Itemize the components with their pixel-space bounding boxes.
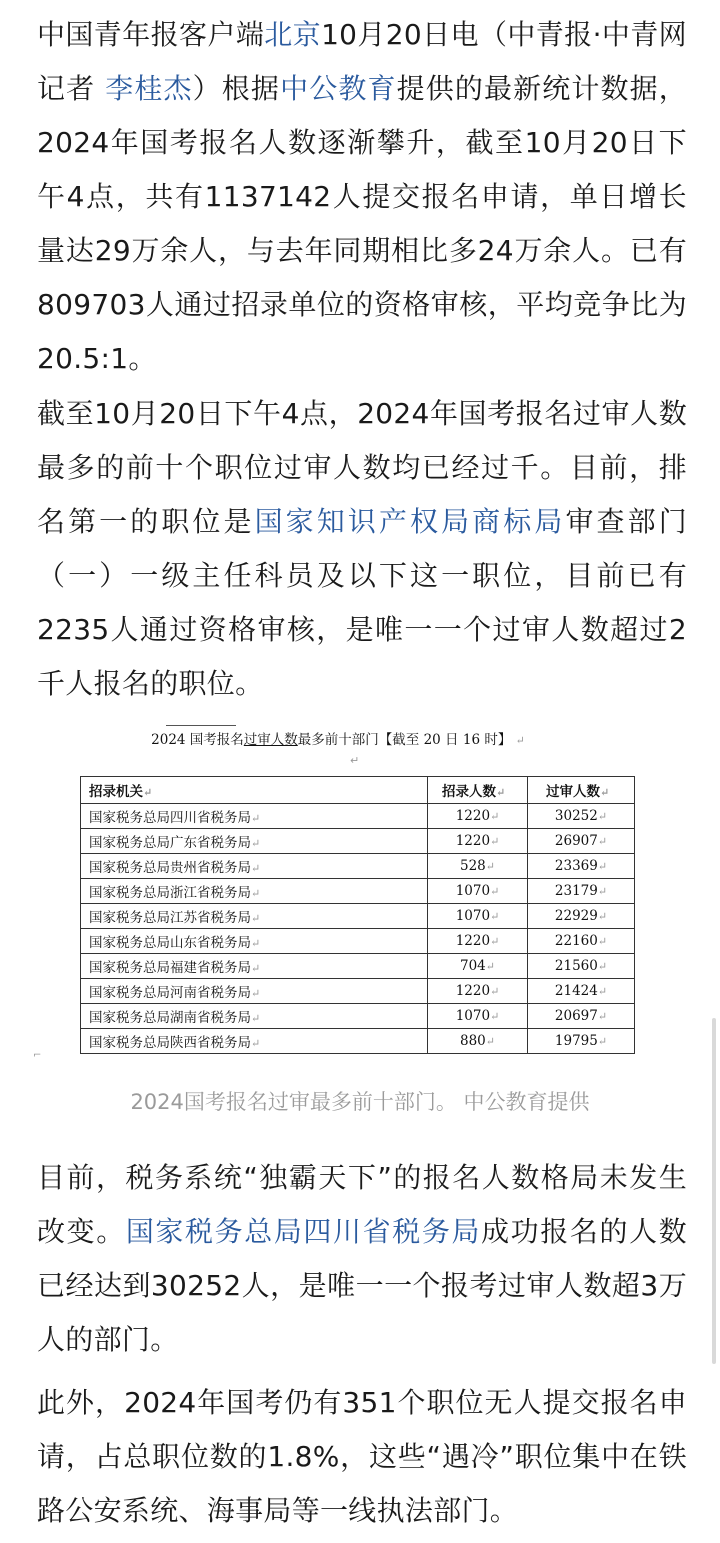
- cell-quota: 528↵: [428, 854, 528, 879]
- cell-quota: 1070↵: [428, 1004, 528, 1029]
- link-zhonggong[interactable]: 中公教育: [280, 72, 397, 105]
- cell-approved: 22160↵: [528, 929, 635, 954]
- figure-caption: 2024国考报名过审最多前十部门。 中公教育提供: [130, 1090, 590, 1114]
- cell-quota: 1220↵: [428, 829, 528, 854]
- cell-agency: 国家税务总局陕西省税务局↵: [81, 1029, 428, 1054]
- article-paragraph-3: [37, 1151, 687, 1367]
- link-sichuan-tax[interactable]: 国家税务总局四川省税务局: [125, 1215, 482, 1248]
- paragraph-mark: ↵: [515, 734, 525, 747]
- cell-agency: 国家税务总局福建省税务局↵: [81, 954, 428, 979]
- table-row: [81, 879, 635, 904]
- table-row: [81, 1004, 635, 1029]
- cell-approved: 30252↵: [528, 804, 635, 829]
- table-row: [81, 979, 635, 1004]
- cell-agency: 国家税务总局广东省税务局↵: [81, 829, 428, 854]
- table-body: [81, 804, 635, 1054]
- table-row: [81, 929, 635, 954]
- table-row: [81, 804, 635, 829]
- cell-quota: 1220↵: [428, 929, 528, 954]
- text-span: 成功报名的人数已经达到30252人，是唯一一个报考过审人数超3万人的部门。: [37, 1215, 687, 1356]
- cell-agency: 国家税务总局湖南省税务局↵: [81, 1004, 428, 1029]
- cell-approved: 23179↵: [528, 879, 635, 904]
- cell-quota: 1220↵: [428, 979, 528, 1004]
- table-image: [28, 712, 648, 1067]
- cell-approved: 22929↵: [528, 904, 635, 929]
- cell-agency: 国家税务总局贵州省税务局↵: [81, 854, 428, 879]
- cell-agency: 国家税务总局浙江省税务局↵: [81, 879, 428, 904]
- cell-quota: 1220↵: [428, 804, 528, 829]
- text-span: 10月20日电（中青报·中青网记者: [37, 18, 687, 105]
- cell-quota: 704↵: [428, 954, 528, 979]
- cell-quota: 880↵: [428, 1029, 528, 1054]
- figure-rule: [166, 725, 236, 726]
- table-header-row: [81, 777, 635, 804]
- cell-approved: 20697↵: [528, 1004, 635, 1029]
- cell-agency: 国家税务总局四川省税务局↵: [81, 804, 428, 829]
- cell-approved: 23369↵: [528, 854, 635, 879]
- cell-agency: 国家税务总局山东省税务局↵: [81, 929, 428, 954]
- cell-approved: 26907↵: [528, 829, 635, 854]
- table-row: [81, 954, 635, 979]
- article-paragraph-2: [37, 387, 687, 711]
- header-agency: 招录机关↵: [81, 777, 428, 804]
- text-span: 中国青年报客户端: [37, 18, 265, 51]
- table-row: [81, 829, 635, 854]
- ranking-table: [80, 776, 635, 1054]
- cell-agency: 国家税务总局河南省税务局↵: [81, 979, 428, 1004]
- article-paragraph-1: [37, 8, 687, 386]
- cell-quota: 1070↵: [428, 879, 528, 904]
- corner-mark: ⌐: [33, 1050, 42, 1061]
- article-paragraph-4: [37, 1376, 687, 1538]
- table-row: [81, 1029, 635, 1054]
- header-quota: 招录人数↵: [428, 777, 528, 804]
- table-row: [81, 854, 635, 879]
- text-span: 目前，税务系统“独霸天下”的报名人数格局未发生改变。: [37, 1161, 687, 1248]
- cell-agency: 国家税务总局江苏省税务局↵: [81, 904, 428, 929]
- text-span: 审查部门（一）一级主任科员及以下这一职位，目前已有2235人通过资格审核，是唯一一个过审人数超过2千人报名的职位。: [37, 505, 687, 700]
- link-beijing[interactable]: 北京: [264, 18, 322, 51]
- cell-quota: 1070↵: [428, 904, 528, 929]
- text-span: 此外，2024年国考仍有351个职位无人提交报名申请，占总职位数的1.8%，这些“遇冷”职位集中在铁路公安系统、海事局等一线执法部门。: [37, 1386, 687, 1527]
- text-span: ）根据: [192, 72, 281, 105]
- figure-title-post: 最多前十部门【截至 20 日 16 时】: [297, 732, 512, 748]
- table-row: [81, 904, 635, 929]
- scrollbar[interactable]: [712, 1018, 716, 1364]
- cell-approved: 21424↵: [528, 979, 635, 1004]
- figure-title-underlined: 过审人数: [243, 732, 298, 748]
- text-span: 截至10月20日下午4点，2024年国考报名过审人数最多的前十个职位过审人数均已经过千。目前，排名第一的职位是: [37, 397, 687, 538]
- header-approved: 过审人数↵: [528, 777, 635, 804]
- link-trademark-office[interactable]: 国家知识产权局商标局: [254, 505, 566, 538]
- text-span: 提供的最新统计数据，2024年国考报名人数逐渐攀升，截至10月20日下午4点，共有1137142人提交报名申请，单日增长量达29万余人，与去年同期相比多24万余人。已有809703人通过招录单位的资格审核，平均竞争比为20.5:1。: [37, 72, 688, 375]
- cell-approved: 19795↵: [528, 1029, 635, 1054]
- link-reporter[interactable]: 李桂杰: [105, 72, 193, 105]
- figure-title-pre: 2024 国考报名: [151, 732, 244, 748]
- paragraph-mark: ↵: [350, 754, 360, 767]
- cell-approved: 21560↵: [528, 954, 635, 979]
- figure-title: [28, 728, 648, 748]
